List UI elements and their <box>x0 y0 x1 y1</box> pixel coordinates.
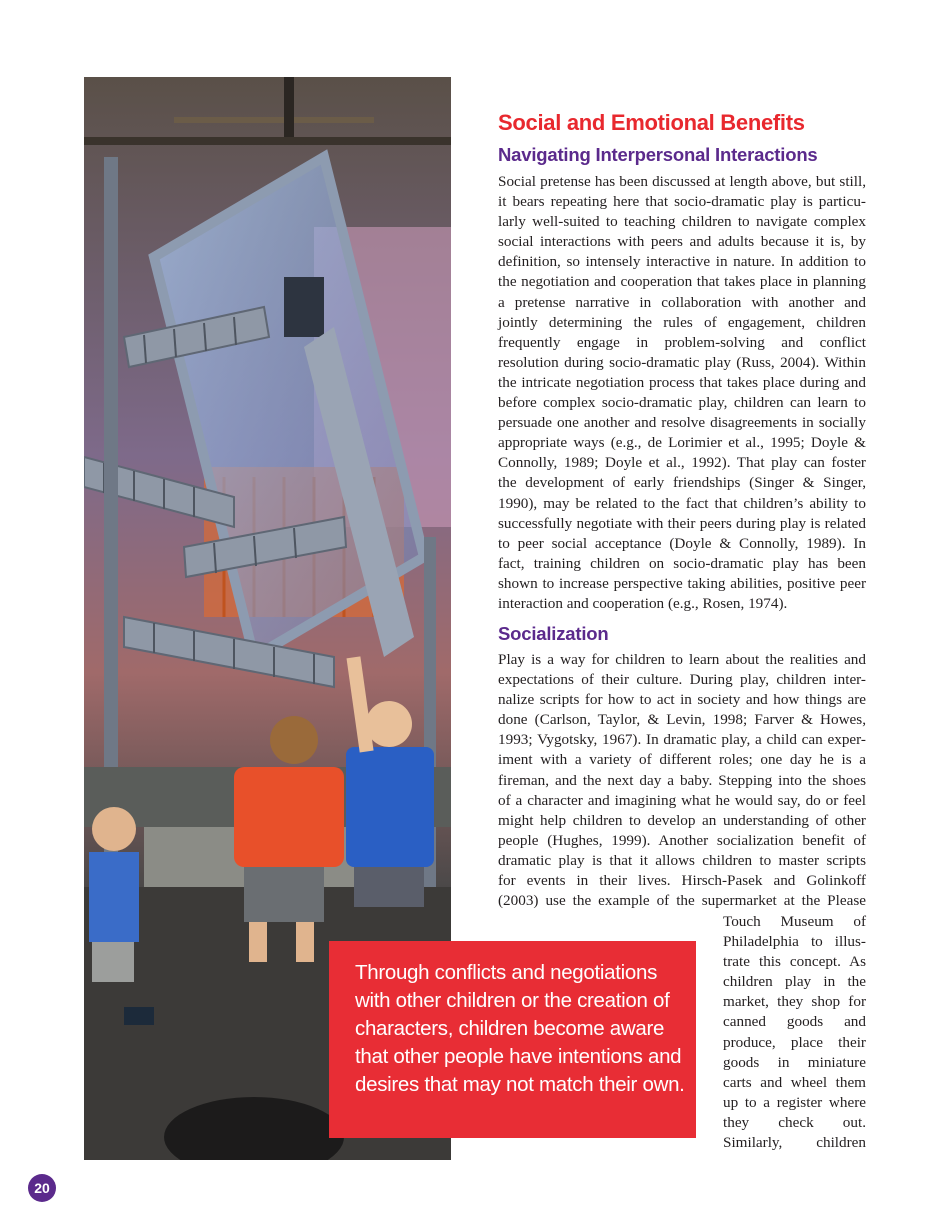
text-line: done (Carlson, Taylor, & Levin, 1998; Farver & Howes, <box>498 711 866 729</box>
text-line: children play in the <box>723 973 866 991</box>
text-line: resolution during socio-dramatic play (Russ, 2004). Within <box>498 353 866 371</box>
text-line: fireman, and the next day a baby. Stepping into the shoes <box>498 771 866 789</box>
text-line: dramatic play is that it allows children to master scripts <box>498 851 866 869</box>
text-line: shown to increase perspective taking abilities, positive peer <box>498 574 866 592</box>
text-line: expectations of their culture. During play, children inter- <box>498 671 866 689</box>
text-line: social interactions with peers and adults because it is, by <box>498 233 866 251</box>
paragraph-socialization <box>498 650 866 911</box>
text-line: interaction and cooperation (e.g., Rosen, 1974). <box>498 594 788 612</box>
text-line: Similarly, children <box>723 1134 866 1152</box>
text-line: larly well-suited to teaching children to navigate complex <box>498 213 866 231</box>
subsection-title-interactions: Navigating Interpersonal Interactions <box>498 144 818 165</box>
text-line: produce, place their <box>723 1033 866 1051</box>
text-line: (2003) use the example of the supermarket at the Please <box>498 892 866 910</box>
text-line: they check out. <box>723 1113 866 1131</box>
text-line: Play is a way for children to learn about the realities and <box>498 651 866 668</box>
text-line: appropriate ways (e.g., de Lorimier et al., 1995; Doyle & <box>498 434 866 452</box>
text-line: goods in miniature <box>723 1053 866 1071</box>
section-title: Social and Emotional Benefits <box>498 110 805 135</box>
text-line: a pretense narrative in collaboration with another and <box>498 293 866 311</box>
text-line: market, they shop for <box>723 993 866 1011</box>
text-line: 1990), may be related to the fact that children’s ability to <box>498 494 866 512</box>
text-line: people (Hughes, 1999). Another socialization benefit of <box>498 831 866 849</box>
text-line: of a character and imagining what he would say, do or feel <box>498 791 866 809</box>
text-line: before complex socio-dramatic play, children can learn to <box>498 394 866 412</box>
text-line: successfully negotiate with their peers during play is related <box>498 514 866 532</box>
text-line: Touch Museum of <box>723 913 866 930</box>
text-line: canned goods and <box>723 1013 866 1031</box>
text-line: iment with a variety of different roles; one day he is a <box>498 751 866 769</box>
paragraph-interactions <box>498 172 866 614</box>
text-line: for events in their lives. Hirsch-Pasek and Golinkoff <box>498 872 866 890</box>
text-line: fact, training children on socio-dramatic play has been <box>498 554 866 572</box>
text-line: the intricate negotiation process that takes place during and <box>498 373 866 391</box>
text-line: frequently engage in problem-solving and conflict <box>498 333 866 351</box>
text-line: the development of early friendships (Singer & Singer, <box>498 474 866 492</box>
subsection-title-socialization: Socialization <box>498 623 609 644</box>
pull-quote-text: Through conflicts and negotiations with other children or the creation of characters, children become aware that other people have intentions and desires that may not match their own. <box>355 961 685 1096</box>
text-line: Connolly, 1989; Doyle et al., 1992). That play can foster <box>498 454 866 472</box>
text-line: 1993; Vygotsky, 1967). In dramatic play, a child can exper- <box>498 731 866 749</box>
text-line: it bears repeating here that socio-dramatic play is particu- <box>498 193 866 211</box>
paragraph-socialization-continued <box>723 912 866 1153</box>
text-line: might help children to develop an understanding of other <box>498 811 866 829</box>
text-line: trate this concept. As <box>723 953 866 971</box>
text-line: jointly determining the rules of engagement, children <box>498 313 866 331</box>
text-line: to peer social acceptance (Doyle & Connolly, 1989). In <box>498 534 866 552</box>
text-line: definition, so intensely interactive in nature. In addition to <box>498 253 866 271</box>
page-number: 20 <box>28 1174 56 1202</box>
text-line: persuade one another and resolve disagreements in socially <box>498 414 866 432</box>
text-line: nalize scripts for how to act in society and how things are <box>498 691 866 709</box>
text-line: Philadelphia to illus- <box>723 933 866 951</box>
text-line: Social pretense has been discussed at length above, but still, <box>498 173 866 190</box>
pull-quote-callout <box>329 941 696 1138</box>
text-line: carts and wheel them <box>723 1073 866 1091</box>
text-line: up to a register where <box>723 1093 866 1111</box>
text-line: the negotiation and cooperation that takes place in planning <box>498 273 866 291</box>
